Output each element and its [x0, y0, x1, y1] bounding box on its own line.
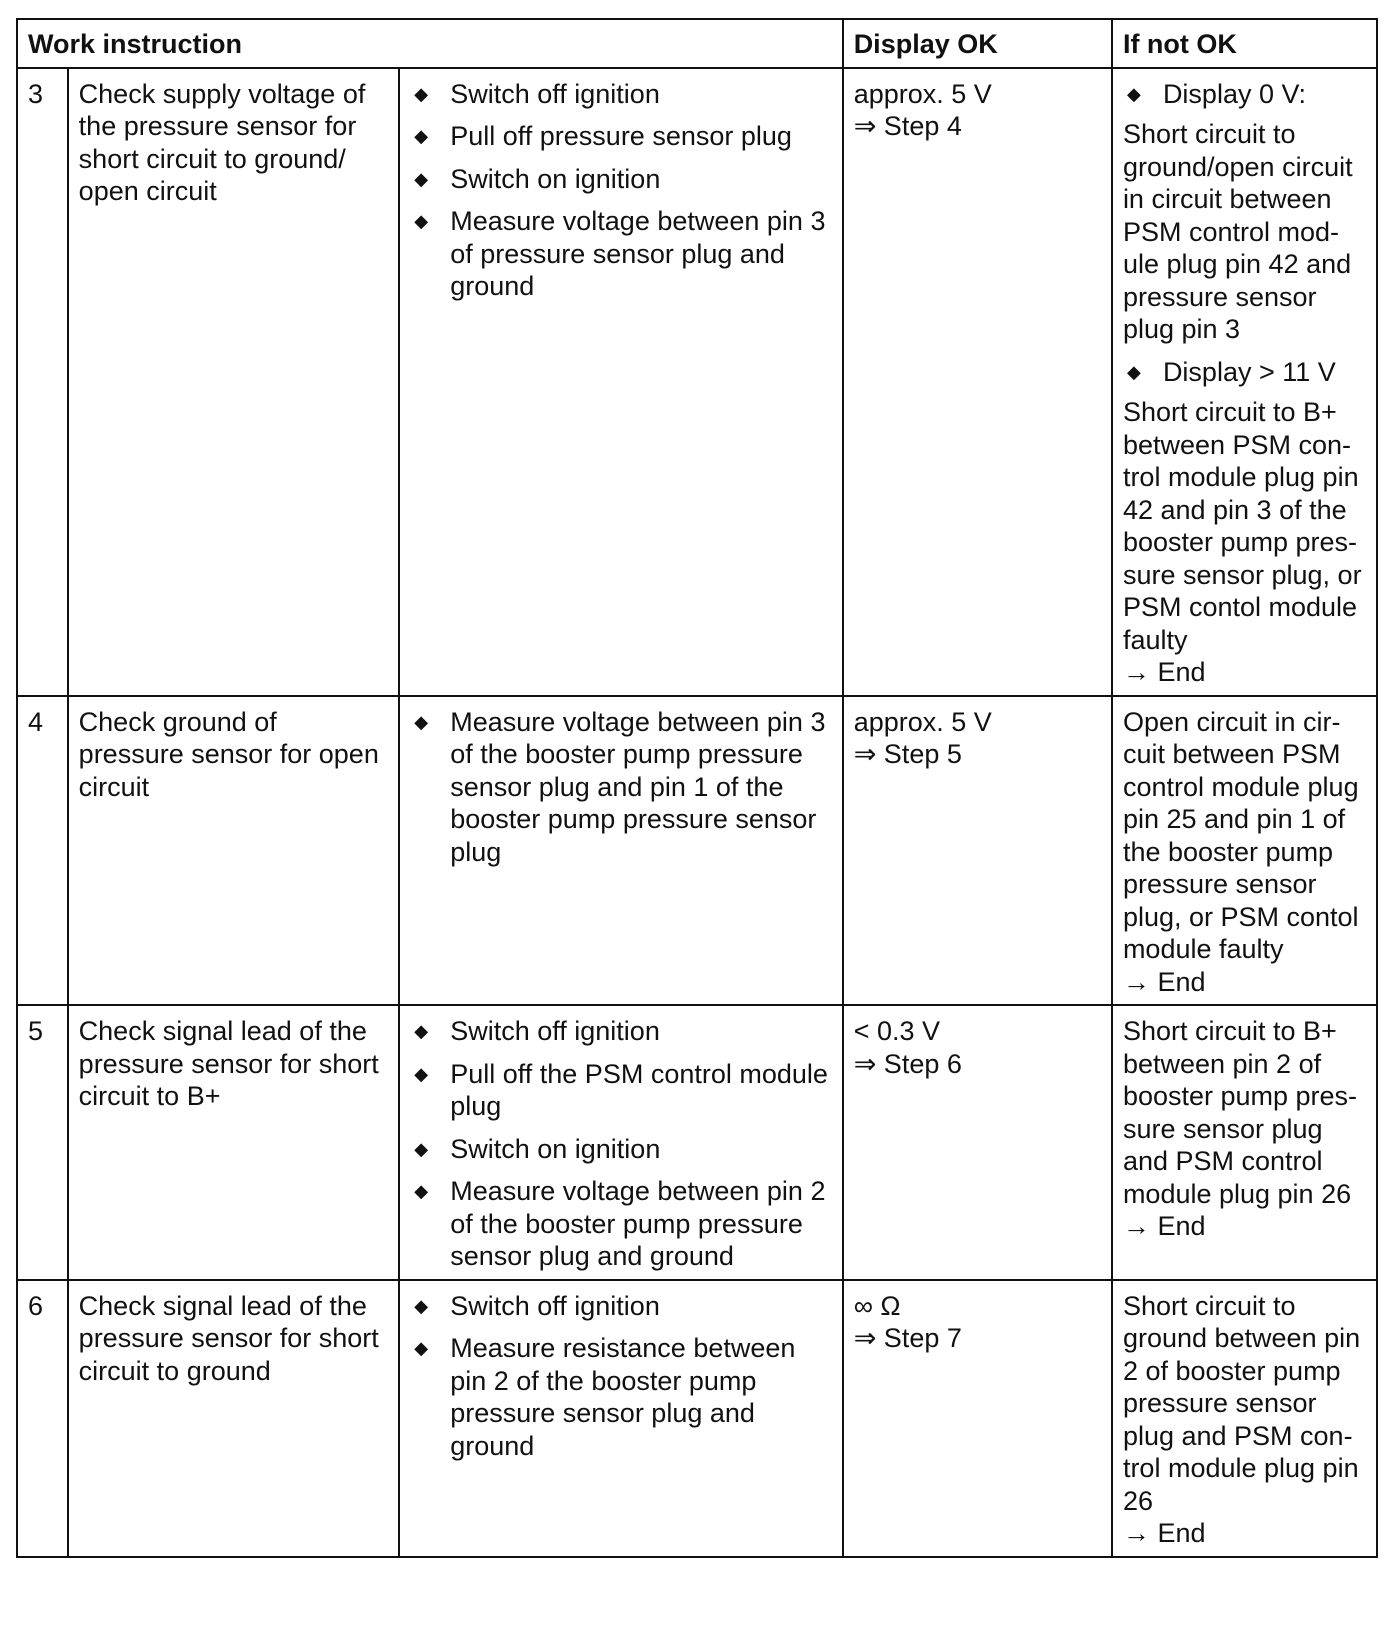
- step-number: 6: [17, 1280, 68, 1557]
- not-ok-text: Short circuit to ground between pin 2 of booster pump pressure sensor plug and PSM con-trol module plug pin 26: [1122, 1290, 1361, 1516]
- action-item: ◆ Switch on ignition: [414, 163, 661, 194]
- bullet-diamond-icon: ◆: [414, 211, 429, 231]
- action-item: ◆ Measure voltage between pin 3 of the booster pump pressure sensor plug and pin 1 of the booster pump pressure sensor plug: [414, 706, 826, 867]
- display-ok-cell: [843, 1005, 1112, 1280]
- action-item: ◆ Switch on ignition: [414, 1133, 661, 1164]
- bullet-diamond-icon: ◆: [414, 83, 429, 104]
- if-not-ok-cell: [1112, 1005, 1377, 1280]
- end-marker: → End: [1122, 1211, 1206, 1241]
- action-item: ◆ Measure voltage between pin 2 of the booster pump pressure sensor plug and ground: [414, 1176, 826, 1271]
- check-description: Check signal lead of the pressure sensor for short circuit to ground: [68, 1280, 400, 1557]
- step-number: 3: [17, 68, 68, 696]
- header-work-instruction: Work instruction: [17, 19, 843, 68]
- bullet-diamond-icon: ◆: [414, 168, 429, 189]
- step-number: 5: [17, 1005, 68, 1280]
- not-ok-case: ◆ Display 0 V:: [1126, 78, 1306, 109]
- action-item: ◆ Switch off ignition: [414, 1016, 660, 1046]
- not-ok-text: Open circuit in cir-cuit between PSM control module plug pin 25 and pin 1 of the booster pump pressure sensor plug, or PSM contol module faulty: [1122, 706, 1359, 964]
- check-description: Check supply voltage of the pressure sensor for short circuit to ground/ open circuit: [68, 68, 400, 696]
- display-ok-value: ∞ Ω: [853, 1290, 901, 1321]
- bullet-diamond-icon: ◆: [1126, 83, 1141, 104]
- table-row: [17, 1280, 1377, 1557]
- next-step: ⇒ Step 7: [853, 1323, 962, 1353]
- check-description: Check signal lead of the pressure sensor for short circuit to B+: [68, 1005, 400, 1280]
- display-ok-cell: [843, 1280, 1112, 1557]
- if-not-ok-cell: [1112, 696, 1377, 1006]
- action-item: ◆ Switch off ignition: [414, 78, 660, 109]
- not-ok-text: Short circuit to B+ between PSM con-trol module plug pin 42 and pin 3 of the booster pump pres-sure sensor plug, or PSM contol module faulty: [1122, 397, 1362, 655]
- action-item: ◆ Switch off ignition: [414, 1290, 660, 1321]
- display-ok-cell: [843, 68, 1112, 696]
- header-if-not-ok: If not OK: [1112, 19, 1377, 68]
- next-step: ⇒ Step 5: [853, 739, 962, 769]
- end-marker: → End: [1122, 657, 1206, 687]
- not-ok-text: Short circuit to B+ between pin 2 of booster pump pres-sure sensor plug and PSM control module plug pin 26: [1122, 1016, 1358, 1209]
- work-instruction-table: [16, 18, 1378, 1558]
- action-item: ◆ Pull off the PSM control module plug: [414, 1058, 828, 1121]
- next-step: ⇒ Step 4: [853, 111, 962, 141]
- header-display-ok: Display OK: [843, 19, 1112, 68]
- actions-cell: [399, 1280, 842, 1557]
- check-description: Check ground of pressure sensor for open circuit: [68, 696, 400, 1006]
- not-ok-case: ◆ Display > 11 V: [1126, 356, 1336, 387]
- display-ok-cell: [843, 696, 1112, 1006]
- bullet-diamond-icon: ◆: [414, 1063, 429, 1084]
- table-row: [17, 696, 1377, 1006]
- table-row: [17, 68, 1377, 696]
- header-row: [17, 19, 1377, 68]
- if-not-ok-cell: [1112, 1280, 1377, 1557]
- display-ok-value: < 0.3 V: [853, 1016, 941, 1046]
- actions-cell: [399, 696, 842, 1006]
- bullet-diamond-icon: ◆: [414, 711, 429, 732]
- bullet-diamond-icon: ◆: [414, 1021, 429, 1041]
- actions-cell: [399, 68, 842, 696]
- end-marker: → End: [1122, 966, 1206, 997]
- end-marker: → End: [1122, 1518, 1206, 1548]
- bullet-diamond-icon: ◆: [414, 1181, 429, 1201]
- action-item: ◆ Measure voltage between pin 3 of pressure sensor plug and ground: [414, 206, 826, 301]
- next-step: ⇒ Step 6: [853, 1048, 962, 1079]
- action-item: ◆ Pull off pressure sensor plug: [414, 121, 792, 151]
- display-ok-value: approx. 5 V: [853, 78, 992, 109]
- bullet-diamond-icon: ◆: [1126, 361, 1141, 382]
- bullet-diamond-icon: ◆: [414, 1138, 429, 1159]
- if-not-ok-cell: [1112, 68, 1377, 696]
- bullet-diamond-icon: ◆: [414, 1338, 429, 1358]
- bullet-diamond-icon: ◆: [414, 126, 429, 146]
- bullet-diamond-icon: ◆: [414, 1295, 429, 1316]
- not-ok-text: Short circuit to ground/open circuit in circuit between PSM control mod-ule plug pin 42 and pressure sensor plug pin 3: [1122, 119, 1353, 344]
- actions-cell: [399, 1005, 842, 1280]
- step-number: 4: [17, 696, 68, 1006]
- table-row: [17, 1005, 1377, 1280]
- display-ok-value: approx. 5 V: [853, 706, 992, 737]
- action-item: ◆ Measure resistance between pin 2 of the booster pump pressure sensor plug and ground: [414, 1333, 796, 1461]
